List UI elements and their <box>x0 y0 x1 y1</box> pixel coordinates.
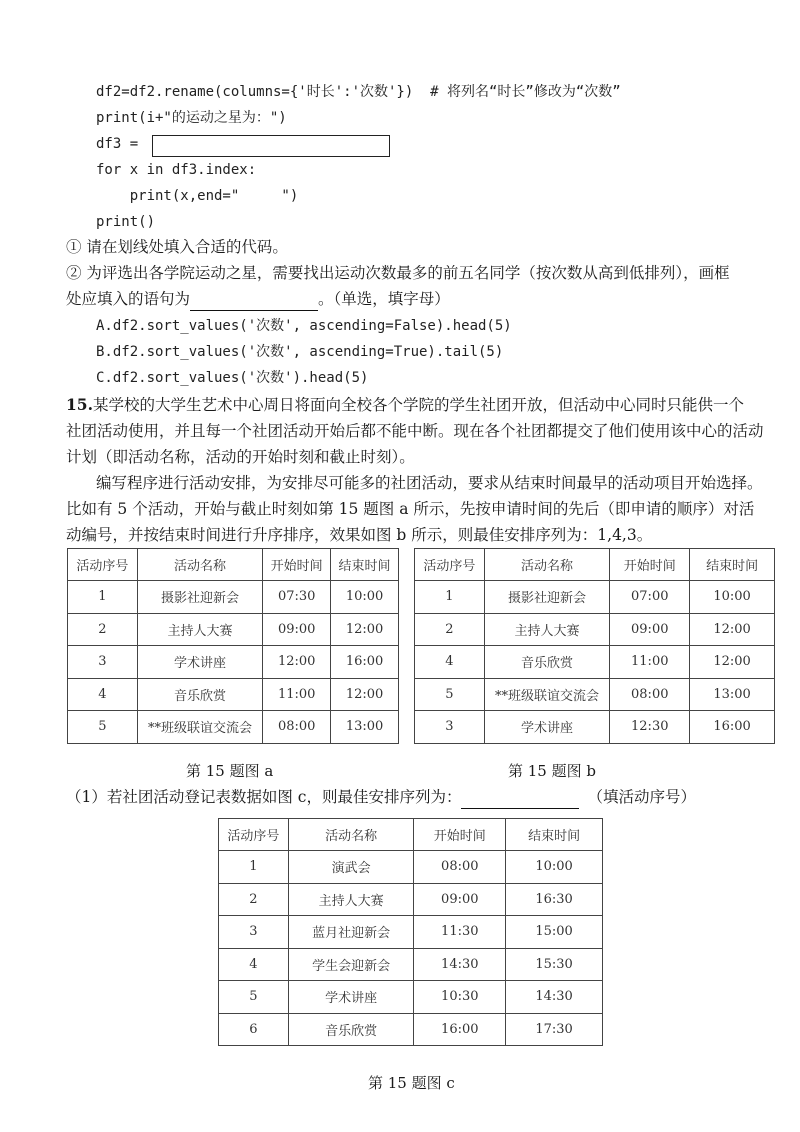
sub1-prefix: （1）若社团活动登记表数据如图 c，则最佳安排序列为： <box>66 788 462 806</box>
table-cell: 10:00 <box>690 581 775 614</box>
q2-line-2 <box>66 288 450 311</box>
sub1-suffix: （填活动序号） <box>587 788 696 806</box>
code-line-4: for x in df3.index: <box>96 162 257 178</box>
table-cell: 10:00 <box>506 851 603 884</box>
table-cell: 4 <box>68 678 138 711</box>
table-row <box>415 678 775 711</box>
p15-line-5: 比如有 5 个活动，开始与截止时刻如第 15 题图 a 所示，先按申请时间的先后（即申请的顺序）对活 <box>66 500 755 518</box>
table-cell: 主持人大赛 <box>484 613 610 646</box>
p15-line-1: 15.某学校的大学生艺术中心周日将面向全校各个学院的学生社团开放，但活动中心同时只能供一个 <box>66 395 744 414</box>
header-cell: 开始时间 <box>414 819 506 851</box>
table-row <box>415 581 775 614</box>
table-cell: 主持人大赛 <box>288 883 414 916</box>
table-cell: 11:30 <box>414 916 506 949</box>
p15-number: 15. <box>66 395 93 414</box>
table-cell: 4 <box>415 646 485 679</box>
table-row <box>219 916 603 949</box>
header-cell: 结束时间 <box>331 549 399 581</box>
table-cell: 12:00 <box>331 678 399 711</box>
table-cell: 12:00 <box>331 613 399 646</box>
table-cell: 1 <box>68 581 138 614</box>
table-row <box>219 851 603 884</box>
table-cell: 11:00 <box>263 678 331 711</box>
table-cell: 演武会 <box>288 851 414 884</box>
table-cell: 学术讲座 <box>137 646 263 679</box>
p15-line-6: 动编号，并按结束时间进行升序排序，效果如图 b 所示，则最佳安排序列为：1,4,3。 <box>66 526 653 544</box>
table-cell: **班级联谊交流会 <box>484 678 610 711</box>
table-cell: 3 <box>219 916 289 949</box>
table-cell: 主持人大赛 <box>137 613 263 646</box>
q2-line-1: ② 为评选出各学院运动之星，需要找出运动次数最多的前五名同学（按次数从高到低排列），画框 <box>66 264 730 282</box>
p15-line-3: 计划（即活动名称，活动的开始时刻和截止时刻）。 <box>66 448 415 466</box>
table-cell: 16:00 <box>414 1013 506 1046</box>
table-cell: 12:00 <box>263 646 331 679</box>
p15-line-2: 社团活动使用，并且每一个社团活动开始后都不能中断。现在各个社团都提交了他们使用该中心的活动 <box>66 422 764 440</box>
table-cell: 08:00 <box>263 711 331 744</box>
code-line-5: print(x,end=" ") <box>96 188 299 204</box>
table-row <box>415 646 775 679</box>
table-cell: 16:00 <box>331 646 399 679</box>
table-cell: 08:00 <box>610 678 690 711</box>
sub1-line <box>66 786 696 809</box>
table-cell: 5 <box>219 981 289 1014</box>
table-row <box>68 581 399 614</box>
table-header-row <box>415 549 775 581</box>
header-cell: 活动名称 <box>484 549 610 581</box>
table-cell: 14:30 <box>414 948 506 981</box>
table-cell: 16:00 <box>690 711 775 744</box>
table-cell: 学生会迎新会 <box>288 948 414 981</box>
option-c: C.df2.sort_values('次数').head(5) <box>96 370 369 386</box>
table-cell: 摄影社迎新会 <box>484 581 610 614</box>
option-b: B.df2.sort_values('次数', ascending=True).tail(5) <box>96 344 504 360</box>
table-cell: 07:30 <box>263 581 331 614</box>
q2-suffix: 。（单选，填字母） <box>318 290 450 308</box>
q2-answer-blank[interactable] <box>190 288 318 311</box>
table-cell: 10:30 <box>414 981 506 1014</box>
caption-a: 第 15 题图 a <box>186 762 274 780</box>
table-cell: **班级联谊交流会 <box>137 711 263 744</box>
header-cell: 结束时间 <box>690 549 775 581</box>
table-row <box>68 646 399 679</box>
header-cell: 活动序号 <box>219 819 289 851</box>
table-a <box>67 548 399 744</box>
table-cell: 1 <box>415 581 485 614</box>
table-row <box>219 1013 603 1046</box>
table-cell: 07:00 <box>610 581 690 614</box>
table-cell: 15:30 <box>506 948 603 981</box>
table-cell: 10:00 <box>331 581 399 614</box>
table-c <box>218 818 603 1046</box>
table-header-row <box>219 819 603 851</box>
table-cell: 音乐欣赏 <box>288 1013 414 1046</box>
header-cell: 开始时间 <box>610 549 690 581</box>
caption-c: 第 15 题图 c <box>368 1074 455 1092</box>
table-cell: 学术讲座 <box>484 711 610 744</box>
table-cell: 08:00 <box>414 851 506 884</box>
table-row <box>219 981 603 1014</box>
table-row <box>68 678 399 711</box>
table-header-row <box>68 549 399 581</box>
table-row <box>415 711 775 744</box>
table-cell: 蓝月社迎新会 <box>288 916 414 949</box>
header-cell: 活动名称 <box>288 819 414 851</box>
table-cell: 摄影社迎新会 <box>137 581 263 614</box>
table-cell: 09:00 <box>414 883 506 916</box>
table-cell: 14:30 <box>506 981 603 1014</box>
table-cell: 音乐欣赏 <box>137 678 263 711</box>
answer-box[interactable] <box>152 135 390 157</box>
code-line-2: print(i+"的运动之星为：") <box>96 110 287 126</box>
table-cell: 09:00 <box>610 613 690 646</box>
table-cell: 16:30 <box>506 883 603 916</box>
code-line-1: df2=df2.rename(columns={'时长':'次数'}) # 将列名“时长”修改为“次数” <box>96 84 621 100</box>
table-row <box>415 613 775 646</box>
code-line-6: print() <box>96 214 156 230</box>
table-cell: 11:00 <box>610 646 690 679</box>
header-cell: 活动序号 <box>415 549 485 581</box>
header-cell: 结束时间 <box>506 819 603 851</box>
table-cell: 2 <box>68 613 138 646</box>
table-cell: 09:00 <box>263 613 331 646</box>
header-cell: 开始时间 <box>263 549 331 581</box>
table-cell: 5 <box>415 678 485 711</box>
table-row <box>68 613 399 646</box>
code-line-3: df3 = <box>96 136 139 152</box>
header-cell: 活动名称 <box>137 549 263 581</box>
table-cell: 12:00 <box>690 613 775 646</box>
table-cell: 6 <box>219 1013 289 1046</box>
table-cell: 3 <box>68 646 138 679</box>
option-a: A.df2.sort_values('次数', ascending=False).head(5) <box>96 318 512 334</box>
caption-b: 第 15 题图 b <box>508 762 596 780</box>
header-cell: 活动序号 <box>68 549 138 581</box>
table-cell: 13:00 <box>331 711 399 744</box>
table-cell: 音乐欣赏 <box>484 646 610 679</box>
p15-line-4: 编写程序进行活动安排，为安排尽可能多的社团活动，要求从结束时间最早的活动项目开始选择。 <box>96 474 763 492</box>
table-row <box>219 883 603 916</box>
table-cell: 15:00 <box>506 916 603 949</box>
sub1-answer-blank[interactable] <box>461 786 579 809</box>
table-cell: 学术讲座 <box>288 981 414 1014</box>
table-b <box>414 548 775 744</box>
table-cell: 2 <box>415 613 485 646</box>
table-row <box>219 948 603 981</box>
q2-prefix: 处应填入的语句为 <box>66 290 191 308</box>
table-cell: 2 <box>219 883 289 916</box>
table-cell: 12:00 <box>690 646 775 679</box>
table-cell: 5 <box>68 711 138 744</box>
table-cell: 13:00 <box>690 678 775 711</box>
table-cell: 12:30 <box>610 711 690 744</box>
table-cell: 3 <box>415 711 485 744</box>
table-cell: 4 <box>219 948 289 981</box>
q1-text: ① 请在划线处填入合适的代码。 <box>66 238 288 256</box>
table-cell: 17:30 <box>506 1013 603 1046</box>
table-row <box>68 711 399 744</box>
table-cell: 1 <box>219 851 289 884</box>
